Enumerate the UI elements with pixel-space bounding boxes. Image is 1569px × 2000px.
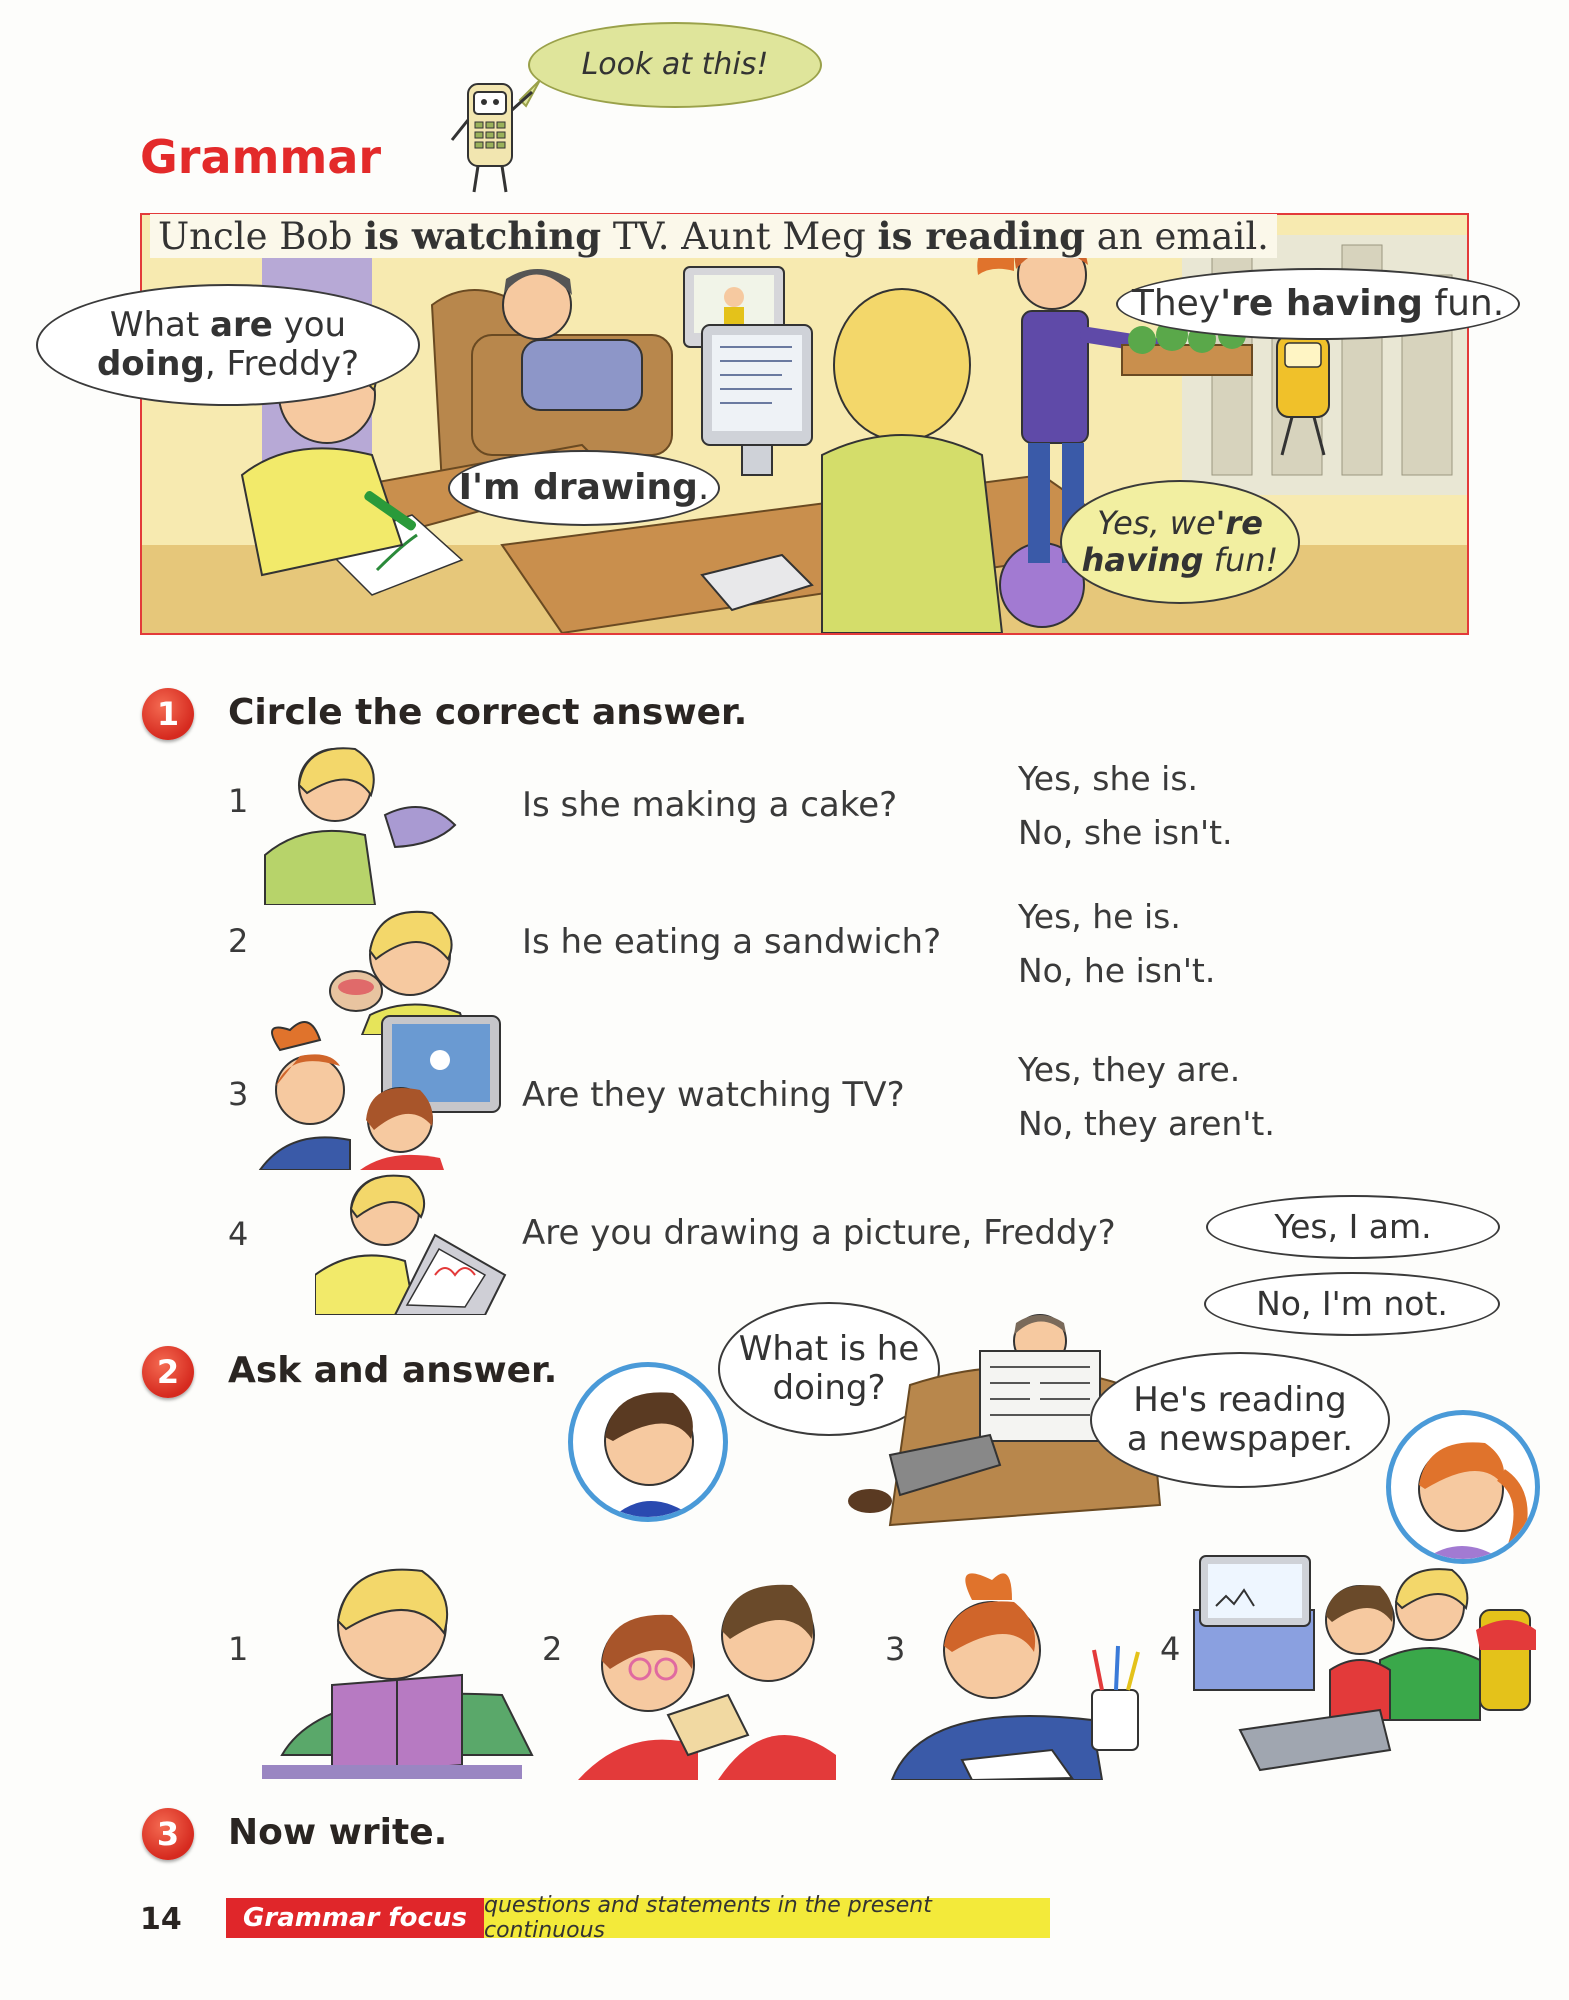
bubble-im-drawing <box>448 450 720 526</box>
ex1-item-1-question: Is she making a cake? <box>522 785 898 825</box>
ex1-item-1-answer-yes[interactable]: Yes, she is. <box>1018 759 1199 798</box>
grammar-focus-topic-text: questions and statements in the present continuous <box>484 1893 932 1943</box>
scene-caption <box>150 214 1277 258</box>
bubble-what-text-3: , Freddy? <box>204 344 360 384</box>
ex1-item-4-question: Are you drawing a picture, Freddy? <box>522 1213 1116 1253</box>
exercise-1-title: Circle the correct answer. <box>228 692 748 733</box>
ex2-picture-1-number: 1 <box>228 1630 249 1668</box>
kids-watching-tv-icon <box>240 1010 510 1170</box>
bubble-what-text-1: What <box>109 304 211 345</box>
bubble-theyre-having-fun <box>1116 268 1520 340</box>
bubble-fun-text-2: fun. <box>1422 283 1505 325</box>
ex1-item-3-number: 3 <box>228 1075 249 1113</box>
girl-face-icon <box>1391 1415 1535 1559</box>
ex1-item-2-answers <box>1018 890 1215 998</box>
bubble-drawing-text: . <box>697 467 710 509</box>
ex1-item-1-answer-no[interactable]: No, she isn't. <box>1018 813 1233 852</box>
boys-watching-tv-icon <box>1180 1550 1540 1780</box>
girl-drawing-picture-icon <box>872 1560 1152 1780</box>
bubble-yes-bold-1: 're <box>1215 504 1263 543</box>
ex1-item-1-number: 1 <box>228 782 249 820</box>
girl-answering-avatar <box>1386 1410 1540 1564</box>
ex2-picture-4-number: 4 <box>1160 1630 1181 1668</box>
grammar-focus-text: Grammar focus <box>243 1903 467 1933</box>
exercise-2-badge: 2 <box>142 1346 194 1398</box>
page-number: 14 <box>140 1902 182 1937</box>
ex1-item-2-number: 2 <box>228 922 249 960</box>
grammar-title: Grammar <box>140 130 382 184</box>
bubble-what-text-2: you <box>272 304 347 345</box>
ex1-item-3-answers <box>1018 1043 1275 1151</box>
ex1-item-2-answer-yes[interactable]: Yes, he is. <box>1018 897 1181 936</box>
grammar-focus-topic <box>484 1893 1050 1943</box>
boy-face-icon <box>573 1367 723 1517</box>
bubble-q-line-2: doing? <box>772 1368 886 1408</box>
bubble-fun-text-1: They <box>1131 283 1221 325</box>
caption-bold-2: is reading <box>877 214 1086 258</box>
bubble-yes-were-having-fun <box>1060 480 1300 604</box>
bubble-yes-text-1: Yes, we <box>1097 504 1216 543</box>
bubble-yes-bold-2: having <box>1081 541 1204 579</box>
bubble-a-line-2: a newspaper. <box>1126 1419 1354 1459</box>
look-at-this-text: Look at this! <box>581 46 769 82</box>
boy-asking-avatar <box>568 1362 728 1522</box>
grammar-focus-label <box>226 1898 484 1938</box>
ex1-item-4-answer-yes-text: Yes, I am. <box>1274 1207 1432 1247</box>
ex1-item-3-answer-no[interactable]: No, they aren't. <box>1018 1104 1275 1143</box>
exercise-1-badge: 1 <box>142 688 194 740</box>
ex1-item-3-question: Are they watching TV? <box>522 1075 905 1115</box>
girl-making-cake-icon <box>255 735 465 905</box>
caption-text-3: an email. <box>1085 215 1269 258</box>
ex1-item-1-answers <box>1018 752 1233 860</box>
bubble-fun-bold: 're having <box>1220 283 1423 325</box>
ex2-picture-3-number: 3 <box>885 1630 906 1668</box>
ex2-picture-2-number: 2 <box>542 1630 563 1668</box>
exercise-3-badge: 3 <box>142 1808 194 1860</box>
ex1-item-4-answer-yes[interactable] <box>1206 1195 1500 1259</box>
bubble-yes-text-2: fun! <box>1203 541 1279 579</box>
kids-eating-sandwiches-icon <box>568 1565 838 1780</box>
bubble-what-bold-1: are <box>210 304 273 345</box>
look-at-this-bubble <box>528 22 822 108</box>
ex1-item-4-answer-no[interactable] <box>1204 1272 1500 1336</box>
ex1-item-4-number: 4 <box>228 1215 249 1253</box>
freddy-drawing-picture-icon <box>315 1165 515 1315</box>
ex1-item-4-answer-no-text: No, I'm not. <box>1256 1284 1448 1324</box>
caption-bold-1: is watching <box>364 214 602 258</box>
caption-text-2: TV. Aunt Meg <box>601 215 878 258</box>
bubble-what-are-you-doing <box>36 284 420 406</box>
exercise-3-title: Now write. <box>228 1812 448 1853</box>
bubble-hes-reading-a-newspaper <box>1090 1352 1390 1488</box>
caption-text-1: Uncle Bob <box>158 215 365 258</box>
mascot-phone-icon <box>440 70 550 200</box>
boy-reading-book-icon <box>262 1555 552 1780</box>
ex1-item-3-answer-yes[interactable]: Yes, they are. <box>1018 1050 1241 1089</box>
ex1-item-2-question: Is he eating a sandwich? <box>522 922 942 962</box>
bubble-a-line-1: He's reading <box>1133 1379 1347 1420</box>
exercise-2-title: Ask and answer. <box>228 1350 558 1391</box>
ex1-item-2-answer-no[interactable]: No, he isn't. <box>1018 951 1216 990</box>
bubble-drawing-bold: I'm drawing <box>458 467 698 509</box>
bubble-q-line-1: What is he <box>738 1328 920 1369</box>
bubble-what-bold-2: doing <box>96 344 205 384</box>
